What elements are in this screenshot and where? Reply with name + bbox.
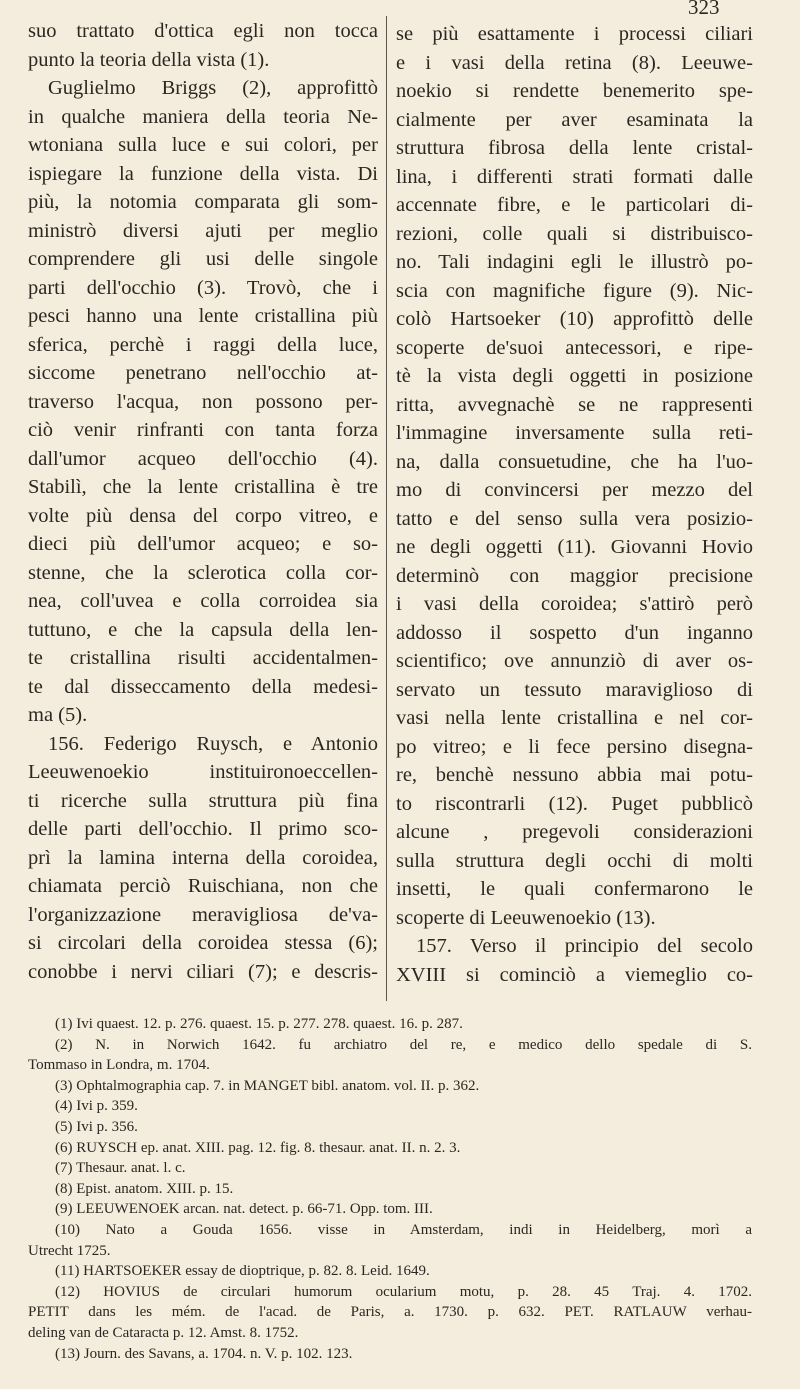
left-text-column	[28, 17, 378, 986]
text-line: pesci hanno una lente cristallina più	[28, 305, 378, 327]
text-line: tuttuno, e che la capsula della len-	[28, 618, 378, 641]
text-line: re, benchè nessuno abbia mai potu-	[396, 764, 753, 786]
text-line: te dal disseccamento della medesi-	[28, 675, 378, 698]
text-line: alcune , pregevoli considerazioni	[396, 821, 753, 843]
text-line: tè la vista degli oggetti in posizione	[396, 365, 753, 387]
page-number: 323	[688, 0, 720, 19]
text-line: si circolari della coroidea stessa (6);	[28, 932, 378, 954]
text-line: se più esattamente i processi ciliari	[396, 23, 753, 45]
footnote-line: Tommaso in Londra, m. 1704.	[28, 1057, 210, 1074]
text-line: parti dell'occhio (3). Trovò, che i	[28, 276, 378, 299]
text-line: ti ricerche sulla struttura più fina	[28, 789, 378, 812]
text-line: 157. Verso il principio del secolo	[416, 935, 753, 957]
text-line: insetti, le quali confermarono le	[396, 878, 753, 900]
text-line: ministrò diversi ajuti per meglio	[28, 219, 378, 242]
footnote-line: (12) HOVIUS de circulari humorum ocularium motu, p. 28. 45 Traj. 4. 1702.	[55, 1283, 752, 1300]
text-line: dall'umor acqueo dell'occhio (4).	[28, 447, 378, 470]
footnote-line: (2) N. in Norwich 1642. fu archiatro del re, e medico dello spedale di S.	[55, 1036, 752, 1053]
text-line: conobbe i nervi ciliari (7); e descris-	[28, 960, 378, 983]
text-line: scoperte de'suoi antecessori, e ripe-	[396, 336, 753, 359]
footnote-line: (7) Thesaur. anat. l. c.	[55, 1160, 186, 1177]
text-line: nea, coll'uvea e colla corroidea sia	[28, 590, 378, 612]
text-line: accennate fibre, e le particolari di-	[396, 194, 753, 216]
text-line: ne degli oggetti (11). Giovanni Hovio	[396, 536, 753, 558]
text-line: te cristallina risulti accidentalmen-	[28, 647, 378, 669]
text-line: sferica, perchè i raggi della luce,	[28, 333, 378, 356]
text-line: Leeuwenoekio instituironoeccellen-	[28, 761, 378, 783]
text-line: e i vasi della retina (8). Leeuwe-	[396, 51, 753, 74]
footnote-line: (8) Epist. anatom. XIII. p. 15.	[55, 1180, 234, 1197]
text-line: più, la notomia comparata gli som-	[28, 191, 378, 213]
footnote-line: (1) Ivi quaest. 12. p. 276. quaest. 15. p. 277. 278. quaest. 16. p. 287.	[55, 1016, 463, 1032]
text-line: Stabilì, che la lente cristallina è tre	[28, 476, 378, 498]
text-line: chiamata perciò Ruischiana, non che	[28, 875, 378, 897]
text-line: prì la lamina interna della coroidea,	[28, 846, 378, 869]
text-line: scia con magnifiche figure (9). Nic-	[396, 279, 753, 302]
text-line: delle parti dell'occhio. Il primo sco-	[28, 818, 378, 840]
text-line: servato un tessuto maraviglioso di	[396, 678, 753, 701]
text-line: to riscontrarli (12). Puget pubblicò	[396, 792, 753, 815]
text-line: lina, i differenti strati formati dalle	[396, 165, 753, 188]
text-line: l'organizzazione meravigliosa de'va-	[28, 903, 378, 926]
footnote-line: PETIT dans les mém. de l'acad. de Paris, a. 1730. p. 632. PET. RATLAUW verhau-	[28, 1304, 752, 1321]
text-line: cialmente per aver esaminata la	[396, 108, 753, 131]
text-line: ritta, avvegnachè se ne rappresenti	[396, 393, 753, 416]
text-line: addosso il sospetto d'un inganno	[396, 621, 753, 644]
text-line: determinò con maggior precisione	[396, 564, 753, 587]
text-line: i vasi della coroidea; s'attirò però	[396, 593, 753, 615]
footnote-line: (3) Ophtalmographia cap. 7. in MANGET bibl. anatom. vol. II. p. 362.	[55, 1077, 480, 1094]
text-line: noekio si rendette benemerito spe-	[396, 80, 753, 102]
text-line: volte più densa del corpo vitreo, e	[28, 504, 378, 527]
footnote-line: (11) HARTSOEKER essay de dioptrique, p. 82. 8. Leid. 1649.	[55, 1263, 430, 1280]
text-line: sulla struttura degli occhi di molti	[396, 849, 753, 872]
text-line: Guglielmo Briggs (2), approfittò	[48, 77, 378, 99]
footnote-line: (13) Journ. des Savans, a. 1704. n. V. p. 102. 123.	[55, 1345, 353, 1362]
text-line: comprendere gli usi delle singole	[28, 248, 378, 270]
text-line: 156. Federigo Ruysch, e Antonio	[48, 732, 378, 755]
text-line: mo di convincersi per mezzo del	[396, 479, 753, 501]
text-line: scientifico; ove annunziò di aver os-	[396, 650, 753, 672]
text-line: wtoniana sulla luce e sui colori, per	[28, 134, 378, 156]
footnote-line: (4) Ivi p. 359.	[55, 1098, 138, 1115]
text-line: vasi nella lente cristallina e nel cor-	[396, 707, 753, 729]
footnotes	[28, 1014, 752, 1364]
text-line: dieci più dell'umor acqueo; e so-	[28, 533, 378, 555]
text-line: in qualche maniera della teoria Ne-	[28, 105, 378, 128]
footnote-line: (10) Nato a Gouda 1656. visse in Amsterdam, indi in Heidelberg, morì a	[55, 1221, 752, 1238]
text-line: siccome penetrano nell'occhio at-	[28, 362, 378, 384]
footnote-line: Utrecht 1725.	[28, 1242, 111, 1259]
footnote-line: (5) Ivi p. 356.	[55, 1118, 138, 1135]
text-line: no. Tali indagini egli le illustrò po-	[396, 251, 753, 273]
text-line: ispiegare la funzione della vista. Di	[28, 162, 378, 185]
text-line: ciò venir rinfranti con tanta forza	[28, 419, 378, 441]
footnote-line: (6) RUYSCH ep. anat. XIII. pag. 12. fig. 8. thesaur. anat. II. n. 2. 3.	[55, 1139, 461, 1156]
text-line: rezioni, colle quali si distribuisco-	[396, 222, 753, 245]
text-line: punto la teoria della vista (1).	[28, 48, 270, 71]
text-line: XVIII si cominciò a viemeglio co-	[396, 963, 753, 986]
text-line: tatto e del senso sulla vera posizio-	[396, 507, 753, 530]
text-line: na, dalla consuetudine, che ha l'uo-	[396, 450, 753, 473]
column-divider	[386, 16, 387, 1001]
footnote-line: deling van de Cataracta p. 12. Amst. 8. 1752.	[28, 1324, 299, 1341]
text-line: l'immagine inversamente sulla reti-	[396, 422, 753, 444]
text-line: colò Hartsoeker (10) approfittò delle	[396, 308, 753, 330]
text-line: stenne, che la sclerotica colla cor-	[28, 561, 378, 584]
text-line: suo trattato d'ottica egli non tocca	[28, 20, 378, 42]
text-line: po vitreo; e li fece persino disegna-	[396, 735, 753, 758]
text-line: struttura fibrosa della lente cristal-	[396, 137, 753, 159]
text-line: ma (5).	[28, 704, 88, 726]
text-line: traverso l'acqua, non possono per-	[28, 390, 378, 413]
text-line: scoperte di Leeuwenoekio (13).	[396, 906, 656, 929]
right-text-column	[396, 20, 753, 989]
footnote-line: (9) LEEUWENOEK arcan. nat. detect. p. 66-71. Opp. tom. III.	[55, 1201, 433, 1218]
